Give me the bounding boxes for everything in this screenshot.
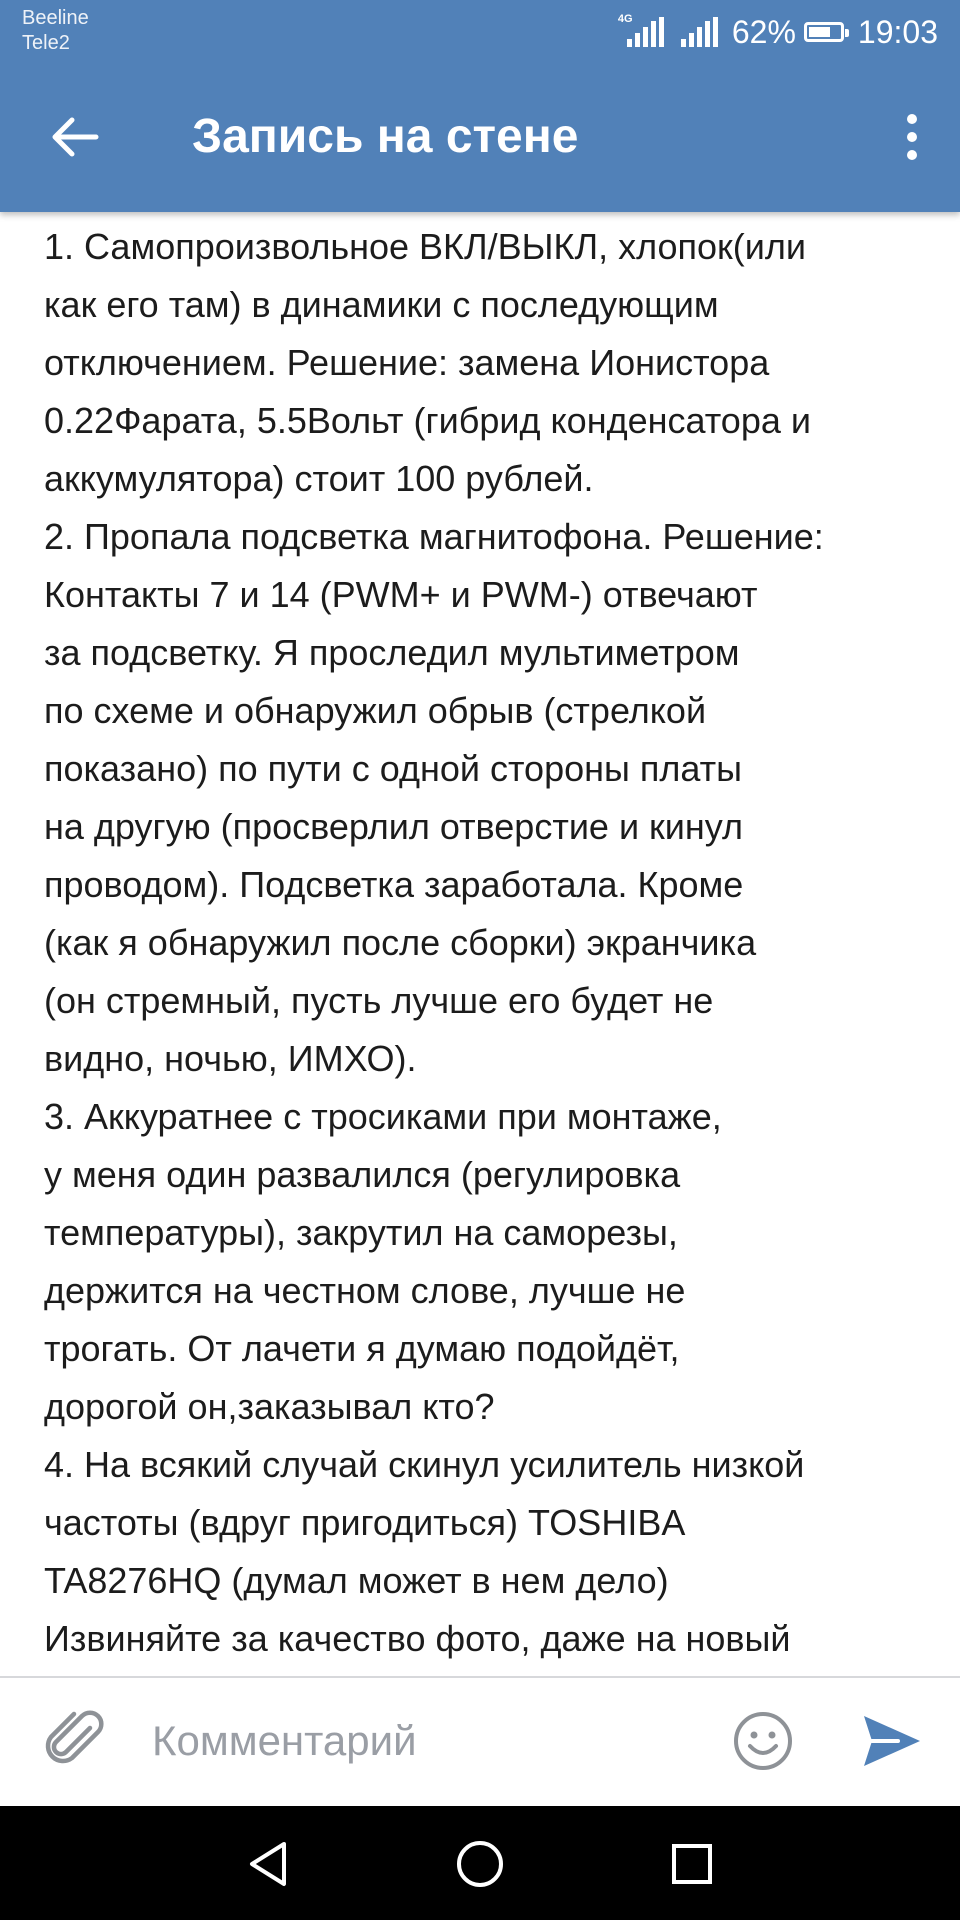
status-bar (0, 0, 960, 62)
signal-4g-icon (617, 13, 664, 47)
network-type: 4G (617, 13, 633, 25)
post-line: показано) по пути с одной стороны платы (44, 748, 742, 789)
post-line: отключением. Решение: замена Ионистора (44, 342, 770, 383)
post-line: держится на честном слове, лучше не (44, 1270, 686, 1311)
comment-composer (0, 1676, 960, 1806)
post-line: видно, ночью, ИМХО). (44, 1038, 417, 1079)
post-line: по схеме и обнаружил обрыв (стрелкой (44, 690, 707, 731)
battery-icon (804, 22, 844, 42)
post-line: температуры), закрутил на саморезы, (44, 1212, 678, 1253)
post-line: дорогой он,заказывал кто? (44, 1386, 495, 1427)
status-indicators (617, 12, 938, 52)
comment-input[interactable] (152, 1708, 692, 1774)
post-line: трогать. От лачети я думаю подойдёт, (44, 1328, 680, 1369)
post-line: 1. Самопроизвольное ВКЛ/ВЫКЛ, хлопок(или (44, 226, 807, 267)
carrier-2: Tele2 (22, 32, 70, 54)
post-line: Извиняйте за качество фото, даже на новый (44, 1618, 791, 1659)
carrier-1: Beeline (22, 7, 89, 29)
post-line: 4. На всякий случай скинул усилитель низкой (44, 1444, 805, 1485)
post-line: проводом). Подсветка заработала. Кроме (44, 864, 744, 905)
top-bar (0, 0, 960, 212)
post-line: аккумулятора) стоит 100 рублей. (44, 458, 594, 499)
clock: 19:03 (857, 13, 938, 50)
app-bar (0, 62, 960, 212)
post-line: 3. Аккуратнее с тросиками при монтаже, (44, 1096, 722, 1137)
carrier-names (22, 6, 89, 56)
back-triangle-icon[interactable] (240, 1836, 296, 1892)
battery-percent: 62% (731, 13, 796, 50)
post-line: (как я обнаружил после сборки) экранчика (44, 922, 757, 963)
recents-square-icon[interactable] (664, 1836, 720, 1892)
post-line: на другую (просверлил отверстие и кинул (44, 806, 744, 847)
post-line: 0.22Фарата, 5.5Вольт (гибрид конденсатора и (44, 400, 811, 441)
post-line: как его там) в динамики с последующим (44, 284, 719, 325)
signal-icon (678, 17, 718, 47)
page-title: Запись на стене (192, 110, 579, 163)
post-line: Контакты 7 и 14 (PWM+ и PWM-) отвечают (44, 574, 758, 615)
send-icon[interactable] (858, 1708, 924, 1774)
home-circle-icon[interactable] (452, 1836, 508, 1892)
emoji-icon[interactable] (732, 1710, 794, 1772)
post-line: (он стремный, пусть лучше его будет не (44, 980, 714, 1021)
post-line: 2. Пропала подсветка магнитофона. Решение: (44, 516, 824, 557)
system-nav-bar (0, 1806, 960, 1920)
more-vertical-icon[interactable] (892, 112, 932, 162)
paperclip-icon[interactable] (44, 1708, 108, 1772)
post-text (44, 218, 944, 1678)
post-line: за подсветку. Я проследил мультиметром (44, 632, 740, 673)
post-line: TA8276HQ (думал может в нем дело) (44, 1560, 669, 1601)
arrow-left-icon[interactable] (50, 112, 100, 162)
post-line: у меня один развалился (регулировка (44, 1154, 681, 1195)
post-line: частоты (вдруг пригодиться) TOSHIBA (44, 1502, 686, 1543)
